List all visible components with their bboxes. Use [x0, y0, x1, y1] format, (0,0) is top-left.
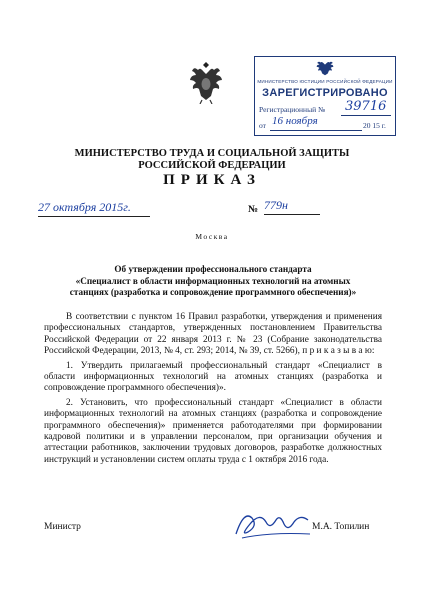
double-headed-eagle-icon [188, 62, 224, 104]
body-paragraph-item-1: 1. Утвердить прилагаемый профессиональный стандарт «Специалист в области информационных технологий на атомных станциях (разработка и сопровождение программного обеспечения)». [44, 360, 382, 394]
stamp-eagle-icon [315, 59, 335, 77]
stamp-registered: ЗАРЕГИСТРИРОВАНО [262, 87, 388, 99]
order-subject [60, 264, 366, 299]
stamp-reg-underline [341, 115, 391, 116]
order-number: 779н [264, 198, 320, 215]
signer-role: Министр [44, 522, 81, 532]
order-date: 27 октября 2015г. [38, 200, 150, 217]
ministry-line-2: РОССИЙСКОЙ ФЕДЕРАЦИИ [138, 160, 286, 171]
stamp-date-prefix: от [259, 121, 266, 130]
document-type: ПРИКАЗ [163, 172, 261, 188]
stamp-reg-number: 39716 [345, 99, 387, 114]
ministry-line-1: МИНИСТЕРСТВО ТРУДА И СОЦИАЛЬНОЙ ЗАЩИТЫ [74, 148, 350, 159]
stamp-ministry: МИНИСТЕРСТВО ЮСТИЦИИ РОССИЙСКОЙ ФЕДЕРАЦИИ [257, 79, 393, 84]
handwritten-signature [230, 504, 314, 544]
subject-line-2: «Специалист в области информационных технологий на атомных [75, 275, 351, 286]
subject-line-1: Об утверждении профессионального стандарта [114, 264, 312, 274]
subject-line-3: станциях (разработка и сопровождение программного обеспечения)» [69, 287, 357, 297]
signer-name: М.А. Топилин [312, 522, 370, 532]
body-paragraph-preamble: В соответствии с пунктом 16 Правил разработки, утверждения и применения профессиональных стандартов, утвержденных постановлением Правительства Российской Федерации от 22 января 2013 г. № 23 (Собрание законодательства Российской Федерации, 2013, № 4, ст. 293; 2014, № 39, ст. 5266), п р и к а з ы в а ю: [44, 312, 382, 357]
order-number-label: № [248, 204, 259, 215]
stamp-date-underline [270, 130, 362, 131]
stamp-date-suffix: 20 15 г. [363, 121, 386, 130]
city: Москва [195, 232, 229, 241]
stamp-reg-label: Регистрационный № [259, 105, 326, 114]
body-paragraph-item-2: 2. Установить, что профессиональный стандарт «Специалист в области информационных технологий на атомных станциях (разработка и сопровождение программного обеспечения)» применяется работодателями при формировании кадровой политики и в управлении персоналом, при организации обучения и аттестации работников, заключении трудовых договоров, разработке должностных инструкций и установлении систем оплаты труда с 1 октября 2016 года. [44, 397, 382, 465]
ministry-title [0, 148, 424, 172]
registration-stamp [254, 56, 396, 136]
stamp-date: 16 ноября [272, 115, 318, 127]
order-body [44, 312, 382, 466]
